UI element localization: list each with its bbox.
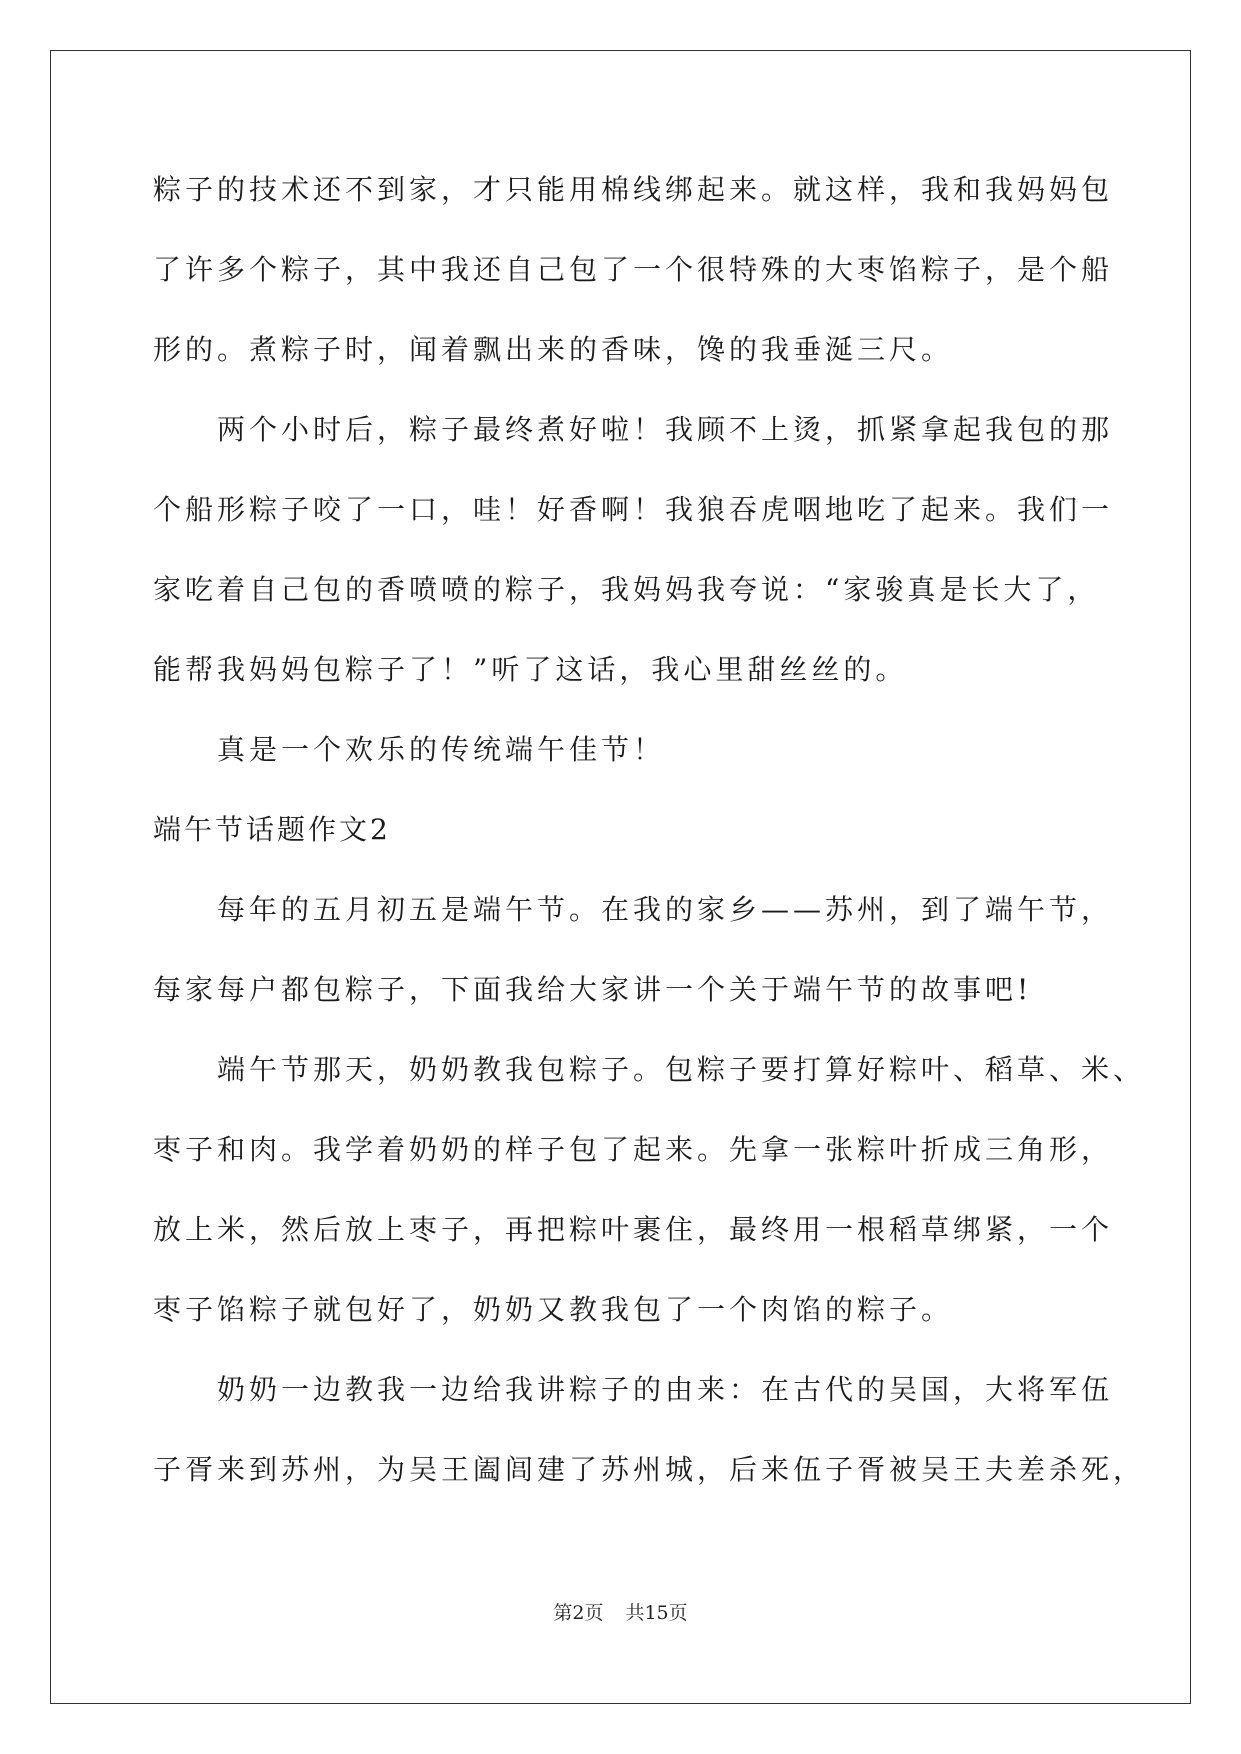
document-body bbox=[153, 150, 1146, 1510]
text-line: 粽子的技术还不到家，才只能用棉线绑起来。就这样，我和我妈妈包 bbox=[153, 173, 1114, 206]
paragraph-start: 端午节那天，奶奶教我包粽子。包粽子要打算好粽叶、稻草、米、 bbox=[217, 1053, 1146, 1086]
page-number: 第2页 bbox=[553, 1602, 604, 1624]
text-line: 个船形粽子咬了一口，哇！好香啊！我狼吞虎咽地吃了起来。我们一 bbox=[153, 493, 1114, 526]
paragraph-start: 每年的五月初五是端午节。在我的家乡——苏州，到了端午节， bbox=[217, 893, 1114, 926]
text-line: 能帮我妈妈包粽子了！”听了这话，我心里甜丝丝的。 bbox=[153, 653, 908, 686]
paragraph-start: 奶奶一边教我一边给我讲粽子的由来：在古代的吴国，大将军伍 bbox=[217, 1373, 1114, 1406]
text-line: 放上米，然后放上枣子，再把粽叶裹住，最终用一根稻草绑紧，一个 bbox=[153, 1213, 1114, 1246]
text-line: 枣子馅粽子就包好了，奶奶又教我包了一个肉馅的粽子。 bbox=[153, 1293, 954, 1326]
paragraph-start: 两个小时后，粽子最终煮好啦！我顾不上烫，抓紧拿起我包的那 bbox=[217, 413, 1114, 446]
text-line: 每家每户都包粽子，下面我给大家讲一个关于端午节的故事吧! bbox=[153, 973, 1033, 1006]
text-line: 形的。煮粽子时，闻着飘出来的香味，馋的我垂涎三尺。 bbox=[153, 333, 954, 366]
page-total: 共15页 bbox=[625, 1602, 688, 1624]
text-line: 家吃着自己包的香喷喷的粽子，我妈妈我夸说：“家骏真是长大了， bbox=[153, 573, 1100, 606]
section-heading: 端午节话题作文2 bbox=[153, 813, 391, 846]
page-footer bbox=[0, 1598, 1241, 1625]
text-line: 枣子和肉。我学着奶奶的样子包了起来。先拿一张粽叶折成三角形， bbox=[153, 1133, 1114, 1166]
text-line: 了许多个粽子，其中我还自己包了一个很特殊的大枣馅粽子，是个船 bbox=[153, 253, 1114, 286]
text-line: 子胥来到苏州，为吴王阖闾建了苏州城，后来伍子胥被吴王夫差杀死， bbox=[153, 1453, 1146, 1486]
paragraph-start: 真是一个欢乐的传统端午佳节！ bbox=[217, 733, 666, 766]
